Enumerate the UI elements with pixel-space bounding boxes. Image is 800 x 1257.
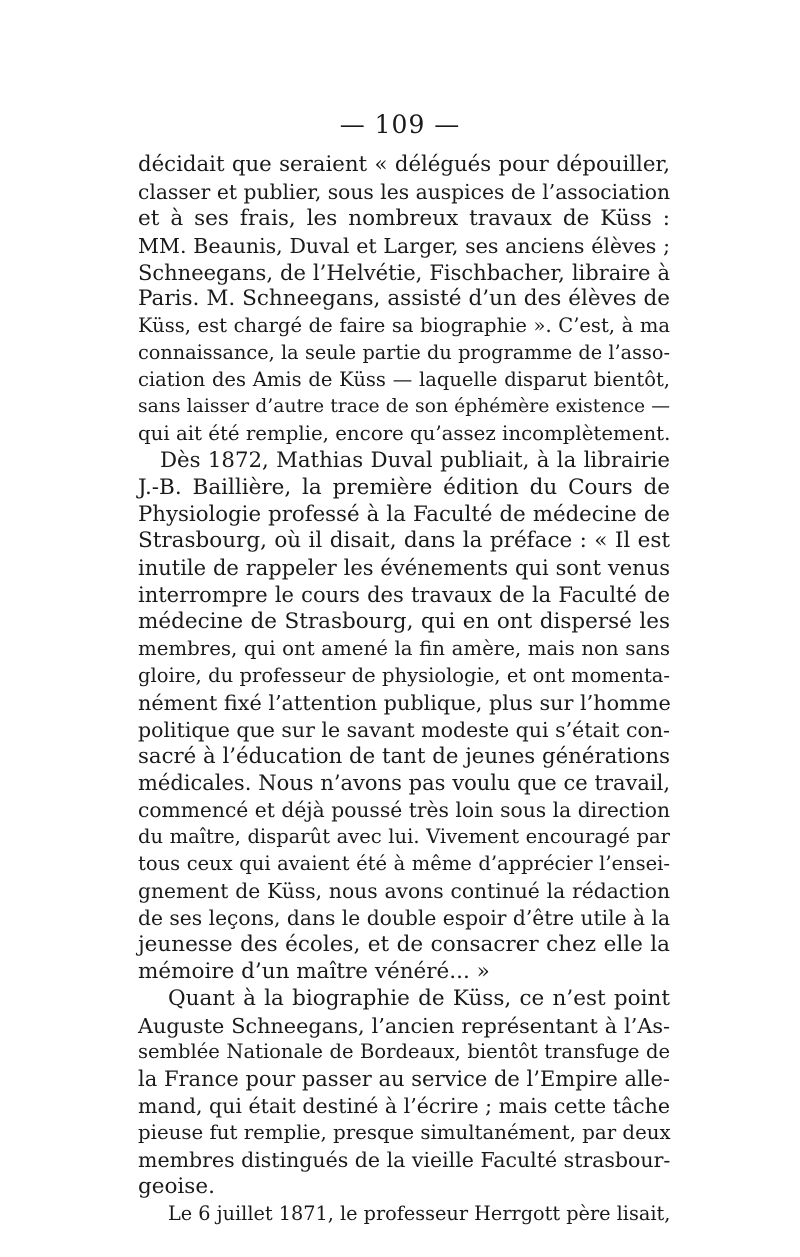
text-line: mand, qui était destiné à l’écrire ; mais cette tâche [138, 1094, 670, 1119]
text-line: mémoire d’un maître vénéré... » [138, 958, 490, 984]
text-line: inutile de rappeler les événements qui sont venus [138, 556, 670, 581]
text-line: et à ses frais, les nombreux travaux de Küss : [138, 205, 670, 231]
text-line: décidait que seraient « délégués pour dépouiller, [138, 152, 670, 177]
page-number: — 109 — [339, 110, 461, 139]
text-line: geoise. [138, 1173, 215, 1199]
text-line: sans laisser d’autre trace de son éphémère existence — [138, 396, 670, 418]
text-line: Quant à la biographie de Küss, ce n’est point [168, 985, 670, 1011]
text-line: de ses leçons, dans le double espoir d’être utile à la [138, 905, 671, 930]
text-line: J.-B. Baillière, la première édition du Cours de [138, 474, 670, 500]
text-line: Paris. M. Schneegans, assisté d’un des élèves de [138, 286, 670, 312]
text-line: semblée Nationale de Bordeaux, bientôt transfuge de [138, 1040, 670, 1064]
text-line: nément fixé l’attention publique, plus sur l’homme [138, 690, 671, 715]
text-line: gnement de Küss, nous avons continué la rédaction [138, 879, 670, 904]
text-line: commencé et déjà poussé très loin sous la direction [138, 798, 670, 823]
text-line: Strasbourg, où il disait, dans la préface : « Il est [138, 528, 670, 554]
text-line: ciation des Amis de Küss — laquelle disparut bientôt, [138, 368, 670, 392]
text-line: pieuse fut remplie, presque simultanément, par deux [138, 1121, 671, 1145]
text-line: qui ait été remplie, encore qu’assez incomplètement. [138, 421, 671, 445]
text-line: la France pour passer au service de l’Empire alle- [138, 1067, 670, 1092]
text-line: classer et publier, sous les auspices de l’association [138, 179, 670, 204]
text-line: Schneegans, de l’Helvétie, Fischbacher, libraire à [138, 260, 670, 285]
text-line: MM. Beaunis, Duval et Larger, ses anciens élèves ; [138, 233, 670, 258]
text-line: médicales. Nous n’avons pas voulu que ce travail, [138, 771, 670, 796]
text-line: politique que sur le savant modeste qui s’était con- [138, 717, 670, 742]
text-line: Auguste Schneegans, l’ancien représentant à l’As- [138, 1013, 670, 1038]
text-line: Dès 1872, Mathias Duval publiait, à la librairie [160, 447, 670, 473]
text-line: tous ceux qui avaient été à même d’apprécier l’ensei- [138, 852, 670, 876]
text-line: Physiologie professé à la Faculté de médecine de [138, 501, 670, 527]
body-text [138, 152, 670, 1228]
text-line: membres, qui ont amené la fin amère, mais non sans [138, 637, 670, 661]
text-line: jeunesse des écoles, et de consacrer chez elle la [138, 931, 670, 957]
text-line: gloire, du professeur de physiologie, et ont momenta- [138, 663, 670, 687]
text-line: du maître, disparût avec lui. Vivement encouragé par [138, 825, 670, 849]
text-line: membres distingués de la vieille Faculté strasbour- [138, 1147, 671, 1172]
text-line: Küss, est chargé de faire sa biographie ». C’est, à ma [138, 314, 670, 338]
text-line: interrompre le cours des travaux de la Faculté de [138, 583, 670, 608]
text-line: connaissance, la seule partie du programme de l’asso- [138, 341, 670, 365]
text-line: sacré à l’éducation de tant de jeunes générations [138, 743, 670, 769]
text-line: médecine de Strasbourg, qui en ont dispersé les [138, 609, 670, 635]
text-line: Le 6 juillet 1871, le professeur Herrgott père lisait, [168, 1201, 671, 1225]
